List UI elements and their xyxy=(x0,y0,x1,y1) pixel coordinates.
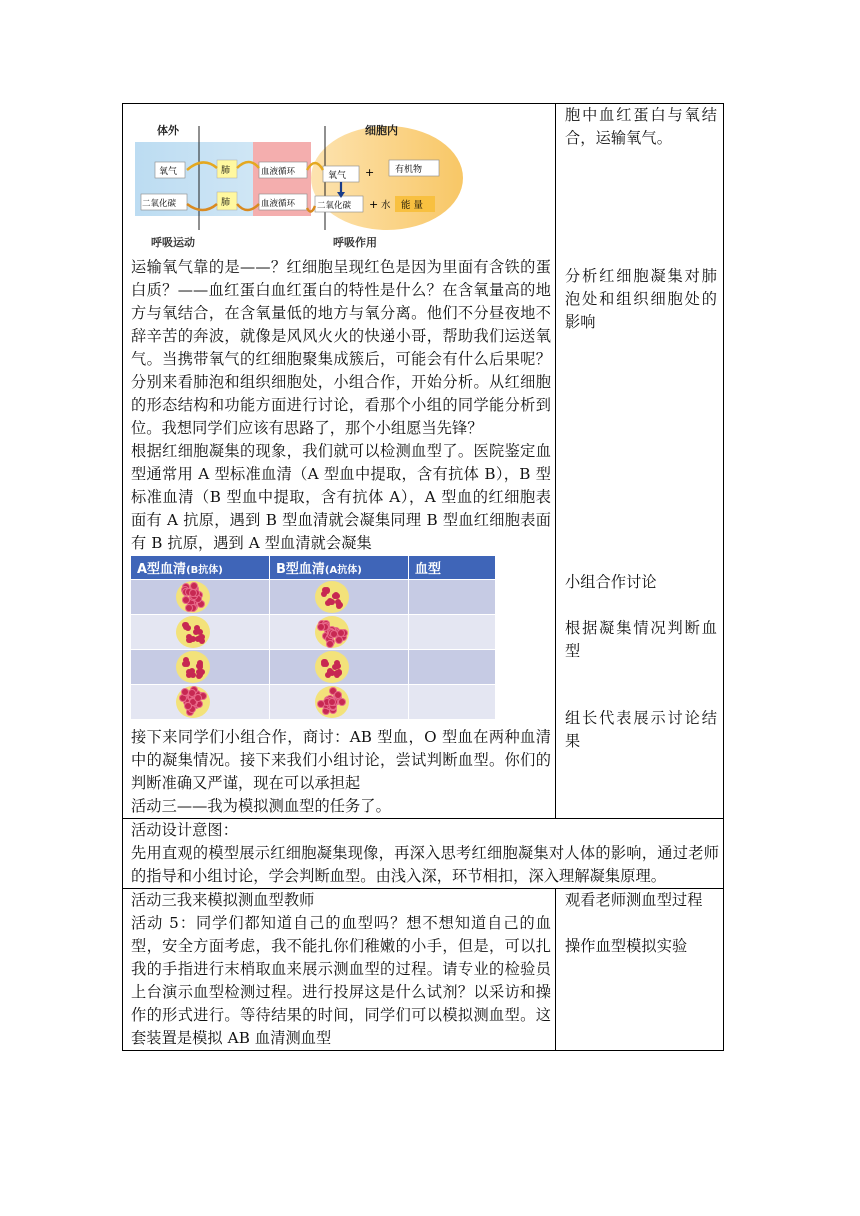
header-b-serum: B型血清(A抗体) xyxy=(270,556,409,580)
main-content-cell xyxy=(123,104,556,819)
side-note-watch: 观看老师测血型过程 xyxy=(565,891,703,909)
side-note-group-work: 小组合作讨论 xyxy=(565,573,657,591)
design-intent-body: 先用直观的模型展示红细胞凝集现像，再深入思考红细胞凝集对人体的影响，通过老师的指导和小组讨论，学会判断血型。由浅入深，环节相扣，深入理解凝集原理。 xyxy=(131,844,719,885)
sample-uniform xyxy=(131,615,263,649)
design-intent-cell xyxy=(123,819,724,889)
table-row xyxy=(123,889,724,1051)
table-row xyxy=(123,819,724,889)
table-row xyxy=(131,650,496,685)
sample-agglutinated xyxy=(131,580,263,614)
header-blood-type: 血型 xyxy=(409,556,496,580)
side-note-hemoglobin: 胞中血红蛋白与氧结合，运输氧气。 xyxy=(565,106,717,147)
side-note-judge-type: 根据凝集情况判断血型 xyxy=(565,619,717,660)
sample-uniform xyxy=(270,580,402,614)
organic-label: 有机物 xyxy=(395,165,423,175)
circulation-label: 血液循环 xyxy=(261,167,296,177)
svg-text:+: + xyxy=(365,166,375,179)
paragraph-blood-typing: 根据红细胞凝集的现象，我们就可以检测血型了。医院鉴定血型通常用 A 型标准血清（A 型血中提取，含有抗体 B），B 型标准血清（B 型血中提取，含有抗体 A），A 型血的红细胞表面有 A 抗原，遇到 B 型血清就会凝集同理 B 型血红细胞表面有 B 抗原，遇到 A 型血清就会凝集 xyxy=(131,442,551,552)
oxygen-label: 氧气 xyxy=(328,171,347,181)
paragraph-group-discussion: 接下来同学们小组合作，商讨：AB 型血，O 型血在两种血清中的凝集情况。接下来我们小组讨论，尝试判断血型。你们的判断准确又严谨，现在可以承担起 xyxy=(131,728,551,792)
respiration-diagram xyxy=(129,112,465,252)
lung-label: 肺 xyxy=(221,166,231,176)
lung-label: 肺 xyxy=(221,198,231,208)
water-label: 水 xyxy=(381,200,391,211)
side-note-cell xyxy=(556,104,724,819)
sample-agglutinated xyxy=(270,685,402,719)
co2-label: 二氧化碳 xyxy=(317,201,352,211)
caption-respiration: 呼吸作用 xyxy=(333,236,377,249)
header-a-serum: A型血清(B抗体) xyxy=(131,556,270,580)
inside-label: 细胞内 xyxy=(365,124,398,137)
design-intent-title: 活动设计意图： xyxy=(131,821,239,839)
sample-uniform xyxy=(131,650,263,684)
activity-cell xyxy=(123,889,556,1051)
co2-label: 二氧化碳 xyxy=(142,199,177,209)
sample-agglutinated xyxy=(270,615,402,649)
sample-uniform xyxy=(270,650,402,684)
activity-title: 活动三我来模拟测血型教师 xyxy=(131,891,315,909)
oxygen-label: 氧气 xyxy=(159,167,178,177)
circulation-label: 血液循环 xyxy=(261,199,296,209)
outside-label: 体外 xyxy=(157,124,179,137)
caption-respiratory-movement: 呼吸运动 xyxy=(151,236,195,249)
lesson-plan-table xyxy=(122,103,724,1051)
side-note-present: 组长代表展示讨论结果 xyxy=(565,709,717,750)
table-row xyxy=(131,580,496,615)
paragraph-activity-three: 活动三——我为模拟测血型的任务了。 xyxy=(131,797,391,815)
table-row xyxy=(131,615,496,650)
paragraph-oxygen-transport: 运输氧气靠的是——？红细胞呈现红色是因为里面有含铁的蛋白质？——血红蛋白血红蛋白的特性是什么？在含氧量高的地方与氧结合，在含氧量低的地方与氧分离。他们不分昼夜地不辞辛苦的奔波，就像是风风火火的快递小哥，帮助我们运送氧气。当携带氧气的红细胞聚集成簇后，可能会有什么后果呢？分别来看肺泡和组织细胞处，小组合作，开始分析。从红细胞的形态结构和功能方面进行讨论，看那个小组的同学能分析到位。我想同学们应该有思路了，那个小组愿当先锋？ xyxy=(131,258,551,437)
table-row xyxy=(123,104,724,819)
agglutination-figure xyxy=(130,555,555,720)
activity-body: 活动 5：同学们都知道自己的血型吗？想不想知道自己的血型，安全方面考虑，我不能扎你们稚嫩的小手，但是，可以扎我的手指进行末梢取血来展示测血型的过程。请专业的检验员上台演示血型检测过程。进行投屏这是什么试剂？以采访和操作的形式进行。等待结果的时间，同学们可以模拟测血型。这套装置是模拟 AB 血清测血型 xyxy=(131,914,551,1047)
side-note-operate: 操作血型模拟实验 xyxy=(565,937,688,955)
blood-drop xyxy=(176,651,210,683)
svg-text:+: + xyxy=(369,198,379,211)
side-note-analysis: 分析红细胞凝集对肺泡处和组织细胞处的影响 xyxy=(565,267,717,331)
sample-agglutinated xyxy=(131,685,263,719)
table-row xyxy=(131,685,496,720)
activity-side-cell xyxy=(556,889,724,1051)
energy-label: 能 量 xyxy=(401,200,424,211)
